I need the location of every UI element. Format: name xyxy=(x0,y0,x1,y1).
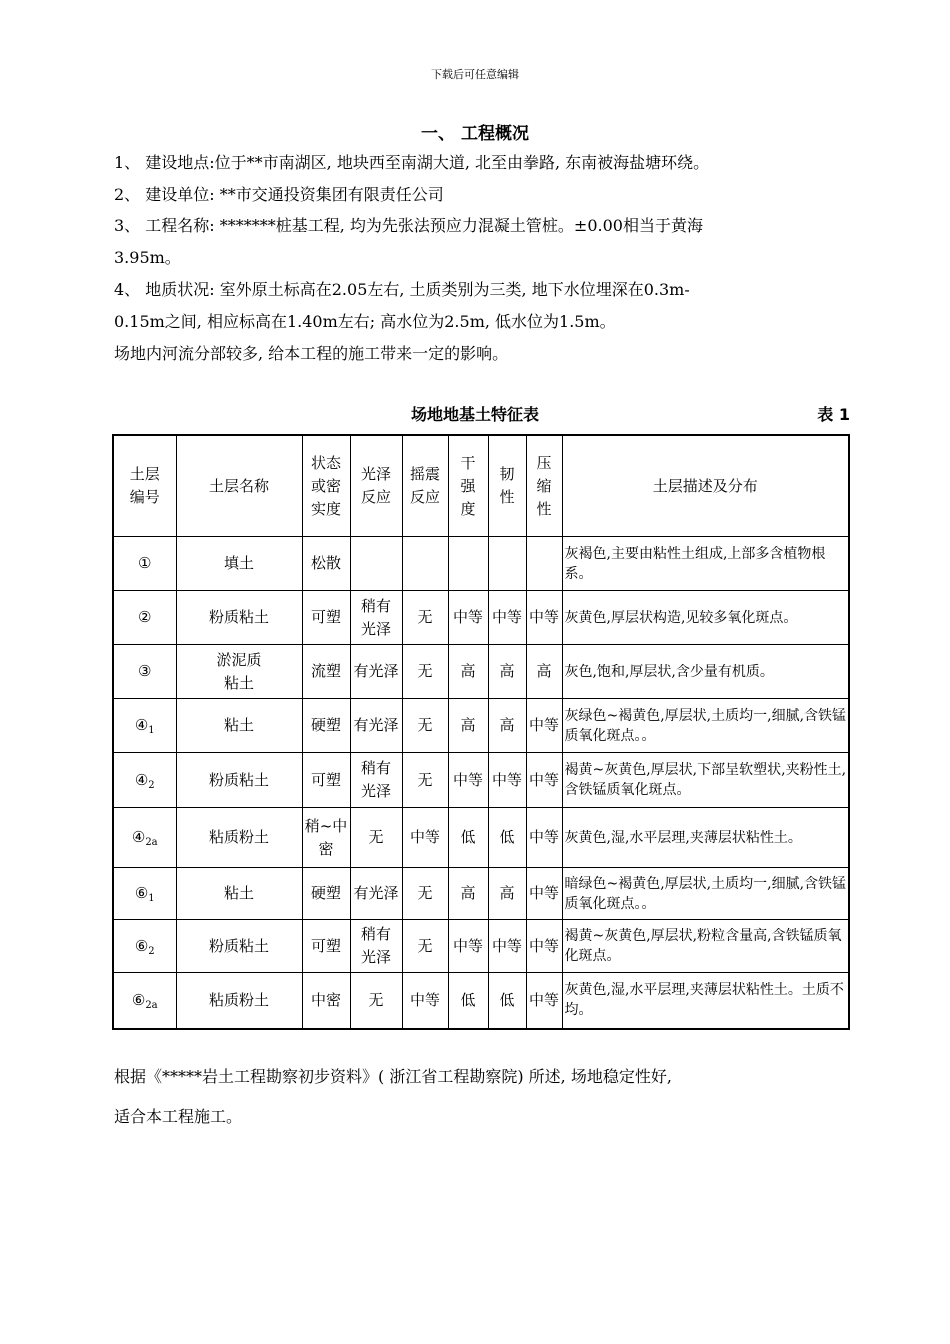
cell-layer-name: 粘质粉土 xyxy=(176,973,302,1029)
cell-dry-strength: 低 xyxy=(448,808,488,868)
footer-line-1: 根据《*****岩土工程勘察初步资料》( 浙江省工程勘察院) 所述, 场地稳定性好, xyxy=(114,1067,672,1086)
table-row xyxy=(113,645,849,699)
table-row xyxy=(113,920,849,973)
cell-compressibility: 中等 xyxy=(526,973,562,1029)
paragraph-rivers: 场地内河流分部较多, 给本工程的施工带来一定的影响。 xyxy=(114,344,509,363)
cell-toughness: 中等 xyxy=(488,591,526,645)
table-row xyxy=(113,591,849,645)
cell-description: 灰褐色,主要由粘性土组成,上部多含植物根系。 xyxy=(562,537,849,591)
cell-toughness xyxy=(488,537,526,591)
paragraph-site-location: 1、 建设地点:位于**市南湖区, 地块西至南湖大道, 北至由拳路, 东南被海盐塘环绕。 xyxy=(114,153,710,172)
cell-shake: 无 xyxy=(402,591,448,645)
header-luster: 光泽 反应 xyxy=(350,435,402,537)
cell-layer-name: 粉质粘土 xyxy=(176,591,302,645)
cell-state: 稍~中 密 xyxy=(302,808,350,868)
cell-dry-strength: 高 xyxy=(448,699,488,753)
cell-layer-code: $④_1$ xyxy=(113,699,176,753)
paragraph-project-name: 3、 工程名称: *******桩基工程, 均为先张法预应力混凝土管桩。±0.00相当于黄海 xyxy=(114,216,703,235)
table-number: 表 1 xyxy=(817,405,850,424)
cell-layer-name: 粘质粉土 xyxy=(176,808,302,868)
cell-toughness: 高 xyxy=(488,699,526,753)
cell-layer-name: 粉质粘土 xyxy=(176,920,302,973)
paragraph-project-name-cont: 3.95m。 xyxy=(114,248,181,267)
cell-shake: 无 xyxy=(402,699,448,753)
table-row xyxy=(113,753,849,808)
cell-toughness: 低 xyxy=(488,973,526,1029)
cell-dry-strength: 中等 xyxy=(448,920,488,973)
cell-shake: 无 xyxy=(402,753,448,808)
cell-shake: 中等 xyxy=(402,973,448,1029)
cell-compressibility: 中等 xyxy=(526,753,562,808)
table-row xyxy=(113,808,849,868)
cell-toughness: 中等 xyxy=(488,920,526,973)
cell-layer-code: $④_{2a}$ xyxy=(113,808,176,868)
table-title: 场地地基土特征表 xyxy=(410,405,539,424)
cell-state: 硬塑 xyxy=(302,699,350,753)
cell-luster: 有光泽 xyxy=(350,699,402,753)
cell-description: 褐黄~灰黄色,厚层状,粉粒含量高,含铁锰质氧化斑点。 xyxy=(562,920,849,973)
cell-compressibility: 高 xyxy=(526,645,562,699)
cell-dry-strength: 中等 xyxy=(448,591,488,645)
header-name: 土层名称 xyxy=(176,435,302,537)
cell-state: 流塑 xyxy=(302,645,350,699)
cell-shake: 无 xyxy=(402,920,448,973)
cell-luster: 稍有 光泽 xyxy=(350,591,402,645)
cell-toughness: 低 xyxy=(488,808,526,868)
cell-dry-strength xyxy=(448,537,488,591)
cell-layer-name: 粘土 xyxy=(176,699,302,753)
cell-dry-strength: 中等 xyxy=(448,753,488,808)
header-shake: 摇震 反应 xyxy=(402,435,448,537)
cell-luster: 无 xyxy=(350,973,402,1029)
cell-state: 松散 xyxy=(302,537,350,591)
table-row xyxy=(113,699,849,753)
cell-compressibility: 中等 xyxy=(526,868,562,920)
paragraph-client: 2、 建设单位: **市交通投资集团有限责任公司 xyxy=(114,185,444,204)
cell-description: 灰黄色,湿,水平层理,夹薄层状粘性土。 xyxy=(562,808,849,868)
paragraph-geology: 4、 地质状况: 室外原土标高在2.05左右, 土质类别为三类, 地下水位埋深在0.3m- xyxy=(114,280,690,299)
cell-compressibility: 中等 xyxy=(526,920,562,973)
cell-compressibility: 中等 xyxy=(526,808,562,868)
cell-shake xyxy=(402,537,448,591)
cell-state: 可塑 xyxy=(302,591,350,645)
header-toughness: 韧 性 xyxy=(488,435,526,537)
cell-description: 褐黄~灰黄色,厚层状,下部呈软塑状,夹粉性土,含铁锰质氧化斑点。 xyxy=(562,753,849,808)
cell-luster: 有光泽 xyxy=(350,868,402,920)
cell-shake: 无 xyxy=(402,645,448,699)
cell-toughness: 高 xyxy=(488,868,526,920)
header-code: 土层 编号 xyxy=(113,435,176,537)
cell-layer-name: 淤泥质 粘土 xyxy=(176,645,302,699)
cell-toughness: 高 xyxy=(488,645,526,699)
cell-state: 硬塑 xyxy=(302,868,350,920)
cell-description: 灰色,饱和,厚层状,含少量有机质。 xyxy=(562,645,849,699)
cell-luster: 稍有 光泽 xyxy=(350,920,402,973)
cell-state: 可塑 xyxy=(302,753,350,808)
cell-layer-code: ③ xyxy=(113,645,176,699)
cell-layer-code: $⑥_1$ xyxy=(113,868,176,920)
cell-description: 灰黄色,湿,水平层理,夹薄层状粘性土。土质不均。 xyxy=(562,973,849,1029)
cell-shake: 无 xyxy=(402,868,448,920)
table-row xyxy=(113,973,849,1029)
cell-layer-name: 粘土 xyxy=(176,868,302,920)
header-state: 状态 或密 实度 xyxy=(302,435,350,537)
cell-layer-name: 填土 xyxy=(176,537,302,591)
cell-layer-name: 粉质粘土 xyxy=(176,753,302,808)
cell-luster: 无 xyxy=(350,808,402,868)
cell-dry-strength: 高 xyxy=(448,645,488,699)
table-header-row xyxy=(113,435,849,537)
section-title: 一、 工程概况 xyxy=(421,124,529,144)
header-description: 土层描述及分布 xyxy=(562,435,849,537)
cell-layer-code: ② xyxy=(113,591,176,645)
cell-layer-code: $⑥_2$ xyxy=(113,920,176,973)
cell-layer-code: ① xyxy=(113,537,176,591)
cell-state: 中密 xyxy=(302,973,350,1029)
header-dry-strength: 干 强 度 xyxy=(448,435,488,537)
cell-toughness: 中等 xyxy=(488,753,526,808)
header-compressibility: 压 缩 性 xyxy=(526,435,562,537)
soil-characteristics-table xyxy=(112,434,850,1030)
cell-luster: 稍有 光泽 xyxy=(350,753,402,808)
cell-description: 灰黄色,厚层状构造,见较多氧化斑点。 xyxy=(562,591,849,645)
cell-layer-code: $④_2$ xyxy=(113,753,176,808)
table-row xyxy=(113,537,849,591)
paragraph-geology-cont: 0.15m之间, 相应标高在1.40m左右; 高水位为2.5m, 低水位为1.5m。 xyxy=(114,312,616,331)
header-note: 下载后可任意编辑 xyxy=(431,68,519,81)
cell-luster xyxy=(350,537,402,591)
cell-dry-strength: 低 xyxy=(448,973,488,1029)
cell-compressibility xyxy=(526,537,562,591)
cell-state: 可塑 xyxy=(302,920,350,973)
cell-description: 灰绿色~褐黄色,厚层状,土质均一,细腻,含铁锰质氧化斑点。。 xyxy=(562,699,849,753)
cell-layer-code: $⑥_{2a}$ xyxy=(113,973,176,1029)
cell-compressibility: 中等 xyxy=(526,699,562,753)
cell-compressibility: 中等 xyxy=(526,591,562,645)
table-row xyxy=(113,868,849,920)
cell-description: 暗绿色~褐黄色,厚层状,土质均一,细腻,含铁锰质氧化斑点。。 xyxy=(562,868,849,920)
footer-line-2: 适合本工程施工。 xyxy=(114,1107,243,1126)
cell-shake: 中等 xyxy=(402,808,448,868)
cell-luster: 有光泽 xyxy=(350,645,402,699)
cell-dry-strength: 高 xyxy=(448,868,488,920)
